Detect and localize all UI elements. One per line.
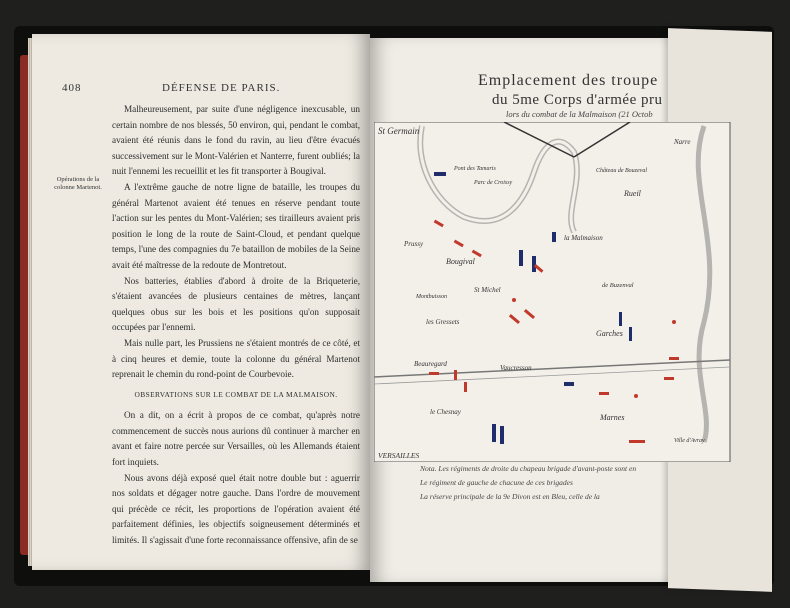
paragraph: A l'extrême gauche de notre ligne de bataille, les troupes du général Martenot avaient été tenues en réserve pendant toute l'action sur les pentes du Mont-Valérien; ses tirailleurs avaient pris position le long de la route de Saint-Cloud, et pendant quelque temps, l'une des compagnies du 7e bataillon de mobiles de la Seine avait été maîtresse de la redoute de Montretout. [112,181,360,270]
section-heading: OBSERVATIONS SUR LE COMBAT DE LA MALMAISON. [134,389,338,399]
blue-unit [492,424,496,442]
label-malmaison: la Malmaison [564,234,603,242]
legend-line: Nota. Les régiments de droite du chapeau brigade d'avant-poste sont en [420,464,637,473]
red-unit [634,394,638,398]
blue-unit [532,256,536,272]
label-chesnay: le Chesnay [430,408,461,416]
running-title: DÉFENSE DE PARIS. [162,82,281,94]
red-unit [664,377,674,380]
label-rueil: Rueil [624,189,641,198]
red-unit [672,320,676,324]
battle-map [374,122,734,462]
label-prussy: Prussy [404,240,424,248]
map-subtitle-date: lors du combat de la Malmaison (21 Octob [506,109,653,119]
paragraph: Nous avons déjà exposé quel était notre double but : aguerrir nos soldats et dégager notre gauche. Dans l'ordre de mouvement qui précède ce récit, les proportions de l'opération avaient été parfaitement définies, les objectifs soigneusement déterminés et limités. Il s'agissait d'une forte reconnaissance offensive, afin de se [112,472,360,546]
paragraph: Nos batteries, établies d'abord à droite de la Briqueterie, s'étaient avancées de plusieurs centaines de mètres, lançant quelques obus sur les bois et les positions qu'on supposait occupées par l'ennemi. [112,275,360,333]
label-st-michel: St Michel [474,286,501,294]
blue-unit [500,426,504,444]
label-marnes: Marnes [600,413,625,422]
blue-unit [619,312,622,326]
label-bougival: Bougival [446,257,475,266]
red-unit [629,440,645,443]
label-montbuisson: Montbuisson [416,294,448,300]
map-legend [420,462,680,504]
red-unit [429,372,439,375]
legend-line: La réserve principale de la 9e Divon est en Bleu, celle de la [420,492,600,501]
label-vaucresson: Vaucresson [500,364,532,372]
legend-line: Le régiment de gauche de chacune de ces brigades [420,478,573,487]
label-beauregard: Beauregard [414,360,447,368]
label-gressets: les Gressets [426,318,460,326]
blue-unit [564,382,574,386]
paragraph: On a dit, on a écrit à propos de ce combat, qu'après notre commencement de succès nous aurions dû continuer à marcher en avant et faire notre percée sur Versailles, où les Allemands étaient fort inquiets. [112,410,360,468]
label-pont-tamaris: Pont des Tamaris [454,166,496,172]
left-body-text [112,102,360,549]
label-nanterre: Narre [674,138,691,146]
map-title: Emplacement des troupe [478,72,659,89]
blue-unit [552,232,556,242]
red-unit [669,357,679,360]
red-unit [454,370,457,380]
page-number: 408 [62,82,82,94]
marginal-note: Opérations de la colonne Martenot. [54,176,102,191]
label-parc-croissy: Parc de Croissy [474,180,513,186]
paragraph: Mais nulle part, les Prussiens ne s'étaient montrés de ce côté, et à cinq heures et demie, toute la colonne du général Martenot reprenait le chemin du rond-point de Courbevoie. [112,337,360,380]
label-st-germain: St Germain [378,126,420,136]
label-versailles: VERSAILLES [378,451,420,460]
blue-unit [629,327,632,341]
label-ville-avray: Ville d'Avray [674,438,705,444]
red-unit [512,298,516,302]
red-unit [599,392,609,395]
red-unit [464,382,467,392]
map-subtitle: du 5me Corps d'armée pru [492,92,663,108]
label-garches: Garches [596,329,623,338]
label-buzenval: de Buzenval [602,282,634,289]
blue-unit [434,172,446,176]
label-chateau: Château de Bouzeval [596,168,647,174]
paragraph: Malheureusement, par suite d'une négligence inexcusable, un certain nombre de nos blessés, 50 environ, qui, pendant le combat, avaient été réunis dans le fond du ravin, au lieu d'être évacués successivement sur le Mont-Valérien et Nanterre, furent oubliés; la nuit l'ennemi les recueillit et les fit transporter à Bougival. [112,104,360,177]
blue-unit [519,250,523,266]
